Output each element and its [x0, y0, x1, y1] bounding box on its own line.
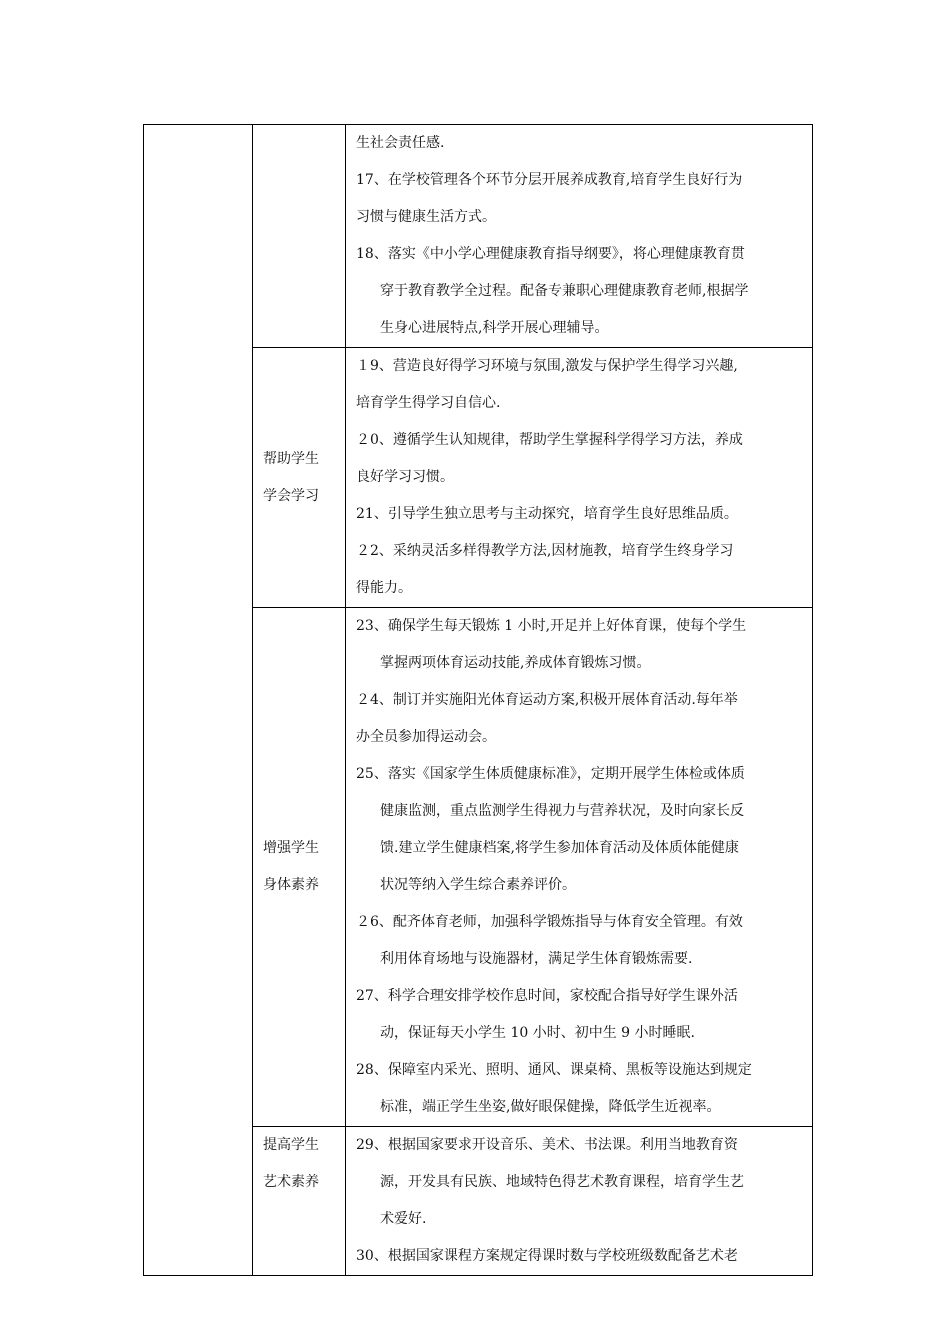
domain-column-cell	[144, 125, 253, 1276]
item-line: 17、在学校管理各个环节分层开展养成教育,培育学生良好行为	[356, 172, 743, 188]
category-cell	[253, 348, 346, 608]
category-label: 身体素养	[263, 877, 319, 893]
item-line: 21、引导学生独立思考与主动探究，培育学生良好思维品质。	[356, 506, 738, 522]
category-cell	[253, 1127, 346, 1276]
list-item	[346, 162, 812, 236]
item-line: ２2、采纳灵活多样得教学方法,因材施教，培育学生终身学习	[356, 543, 734, 559]
list-item	[346, 756, 812, 904]
item-line: １9、营造良好得学习环境与氛围,激发与保护学生得学习兴趣,	[356, 358, 738, 374]
item-line: 18、落实《中小学心理健康教育指导纲要》，将心理健康教育贯	[356, 246, 745, 262]
category-label: 帮助学生	[263, 450, 319, 467]
item-line: 术爱好.	[380, 1211, 427, 1227]
list-item	[346, 682, 812, 756]
list-item	[346, 1238, 812, 1275]
item-line: 馈.建立学生健康档案,将学生参加体育活动及体质体能健康	[380, 840, 739, 856]
content-cell	[346, 1127, 813, 1276]
item-line: 培育学生得学习自信心.	[356, 395, 501, 411]
content-cell	[346, 125, 813, 348]
category-label: 学会学习	[263, 487, 319, 504]
content-cell	[346, 608, 813, 1127]
item-line: ２4、制订并实施阳光体育运动方案,积极开展体育活动.每年举	[356, 692, 738, 708]
item-line: 得能力。	[356, 580, 412, 596]
item-line: 办全员参加得运动会。	[356, 729, 496, 745]
standards-table	[143, 124, 813, 1276]
item-line: 生社会责任感.	[356, 135, 445, 151]
item-line: 状况等纳入学生综合素养评价。	[380, 877, 576, 893]
list-item	[346, 904, 812, 978]
item-line: 30、根据国家课程方案规定得课时数与学校班级数配备艺术老	[356, 1248, 738, 1264]
list-item	[346, 978, 812, 1052]
item-line: 25、落实《国家学生体质健康标准》，定期开展学生体检或体质	[356, 766, 745, 782]
list-item	[346, 1127, 812, 1238]
list-item	[346, 348, 812, 422]
item-line: 动，保证每天小学生 10 小时、初中生 9 小时睡眠.	[380, 1025, 695, 1041]
list-item	[346, 608, 812, 682]
list-item	[346, 125, 812, 162]
item-line: 良好学习习惯。	[356, 469, 454, 485]
item-line: 源，开发具有民族、地域特色得艺术教育课程，培育学生艺	[380, 1174, 744, 1190]
item-line: 穿于教育教学全过程。配备专兼职心理健康教育老师,根据学	[380, 283, 749, 299]
category-label: 提高学生	[263, 1137, 319, 1153]
category-cell	[253, 608, 346, 1127]
list-item	[346, 422, 812, 496]
item-line: 23、确保学生每天锻炼 1 小时,开足并上好体育课，使每个学生	[356, 618, 747, 634]
item-line: 29、根据国家要求开设音乐、美术、书法课。利用当地教育资	[356, 1137, 738, 1153]
item-line: 利用体育场地与设施器材，满足学生体育锻炼需要.	[380, 951, 693, 967]
list-item	[346, 533, 812, 607]
list-item	[346, 1052, 812, 1126]
item-line: 健康监测，重点监测学生得视力与营养状况，及时向家长反	[380, 803, 744, 819]
content-cell	[346, 348, 813, 608]
item-line: ２0、遵循学生认知规律，帮助学生掌握科学得学习方法，养成	[356, 432, 743, 448]
item-line: 生身心进展特点,科学开展心理辅导。	[380, 320, 609, 336]
list-item	[346, 236, 812, 347]
item-line: 习惯与健康生活方式。	[356, 209, 496, 225]
item-line: 标准，端正学生坐姿,做好眼保健操，降低学生近视率。	[380, 1099, 721, 1115]
category-label: 艺术素养	[263, 1174, 319, 1190]
list-item	[346, 496, 812, 533]
category-label: 增强学生	[263, 840, 319, 856]
table-row	[144, 125, 813, 348]
category-cell	[253, 125, 346, 348]
item-line: ２6、配齐体育老师，加强科学锻炼指导与体育安全管理。有效	[356, 914, 743, 930]
item-line: 28、保障室内采光、照明、通风、课桌椅、黑板等设施达到规定	[356, 1062, 752, 1078]
item-line: 掌握两项体育运动技能,养成体育锻炼习惯。	[380, 655, 651, 671]
item-line: 27、科学合理安排学校作息时间，家校配合指导好学生课外活	[356, 988, 738, 1004]
